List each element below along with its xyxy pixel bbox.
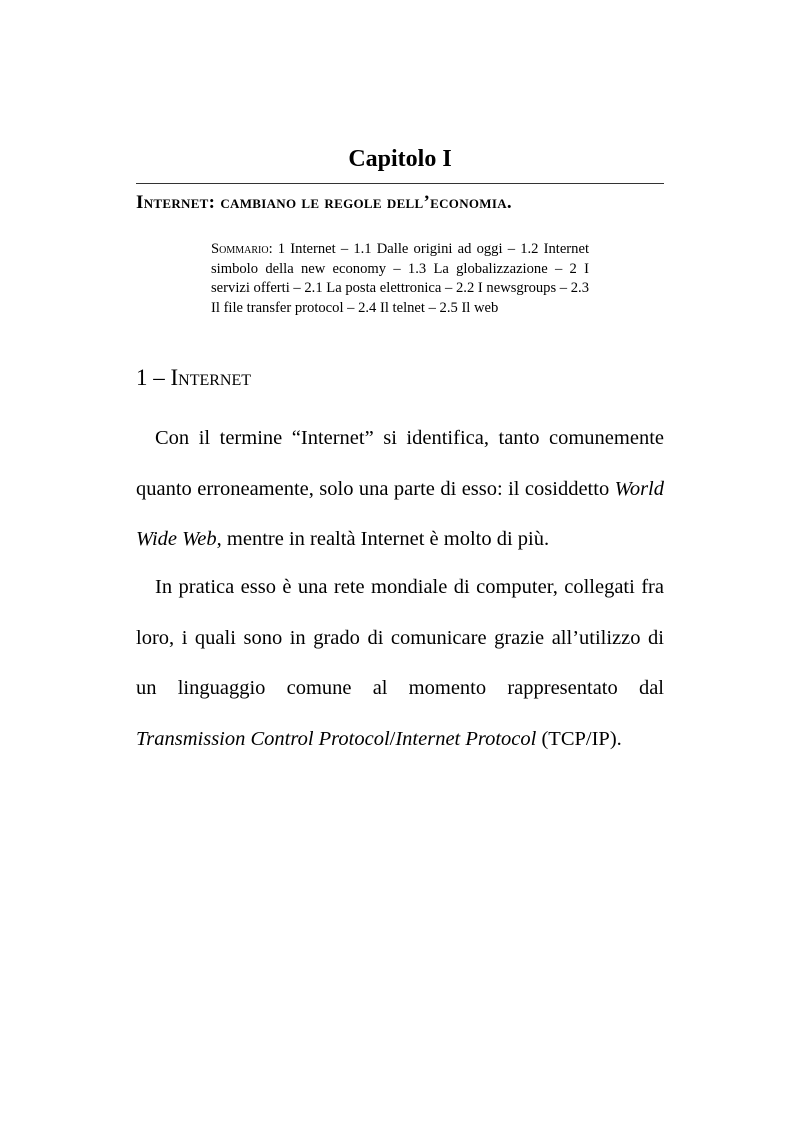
chapter-subtitle: Internet: cambiano le regole dell’economia. bbox=[136, 192, 512, 213]
section-heading bbox=[136, 365, 251, 391]
paragraph-text: Con il termine “Internet” si identifica, tanto comunemente quanto erroneamente, solo una parte di esso: il cosiddetto bbox=[136, 427, 664, 500]
body-paragraph bbox=[136, 562, 664, 764]
summary-text: 1 Internet – 1.1 Dalle origini ad oggi – 1.2 Internet simbolo della new economy – 1.3 La globalizzazione – 2 I servizi offerti – 2.1 La posta elettronica – 2.2 I newsgroups – 2.3 Il file transfer protocol – 2.4 Il telnet – 2.5 Il web bbox=[211, 241, 589, 316]
paragraph-italic-term: World Wide Web bbox=[136, 477, 664, 550]
paragraph-text: In pratica esso è una rete mondiale di computer, collegati fra loro, i quali sono in grado di comunicare grazie all’utilizzo di un linguaggio comune al momento rappresentato dal bbox=[136, 576, 664, 699]
summary-label: Sommario: bbox=[211, 241, 273, 257]
body-paragraph bbox=[136, 413, 664, 565]
paragraph-italic-term: Internet Protocol bbox=[395, 727, 537, 750]
section-title: Internet bbox=[170, 365, 252, 390]
paragraph-text: / bbox=[389, 727, 396, 750]
section-number: 1 – bbox=[136, 365, 171, 390]
paragraph-text: (TCP/IP). bbox=[536, 727, 622, 750]
chapter-title: Capitolo I bbox=[348, 146, 452, 172]
paragraph-text: , mentre in realtà Internet è molto di più. bbox=[216, 528, 550, 550]
title-divider bbox=[136, 183, 664, 184]
paragraph-italic-term: Transmission Control Protocol bbox=[136, 727, 390, 750]
chapter-summary bbox=[211, 240, 589, 318]
